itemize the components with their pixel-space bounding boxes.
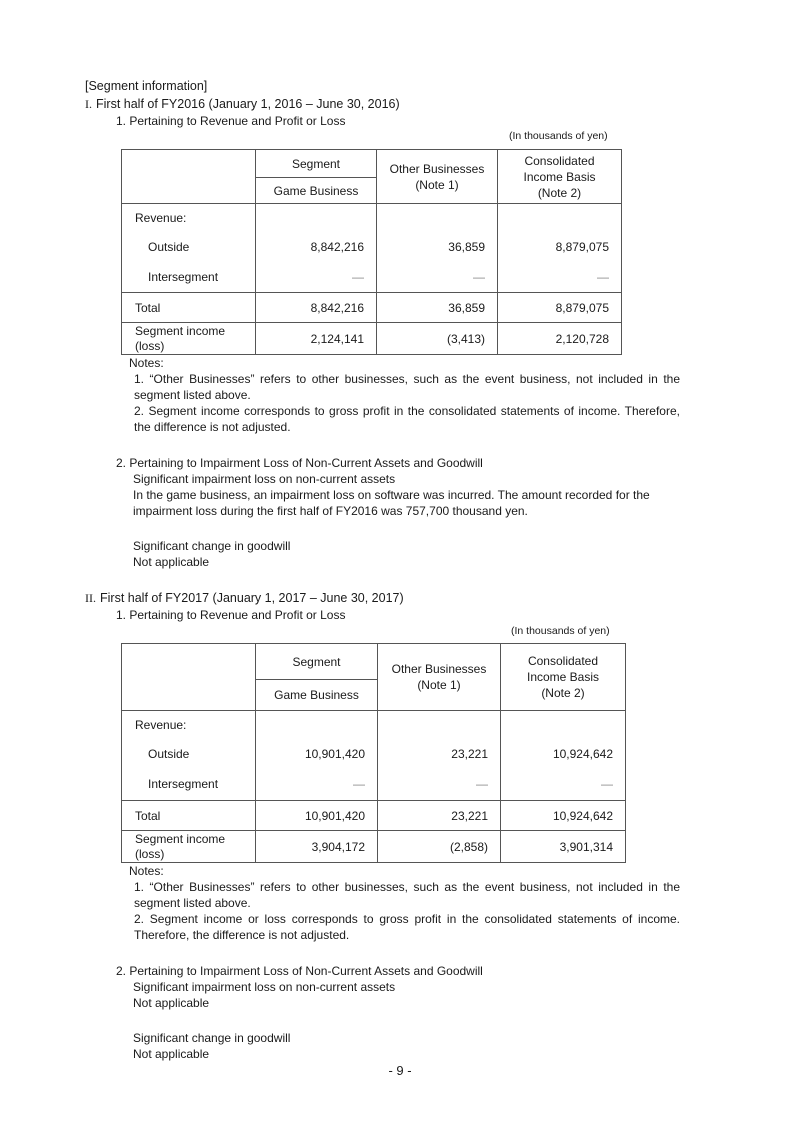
part1-unit-label: (In thousands of yen) bbox=[509, 130, 608, 142]
part1-note1: 1. “Other Businesses” refers to other businesses, such as the event business, not included in the segment listed above. bbox=[134, 372, 680, 402]
part2-goodwill-heading: Significant change in goodwill bbox=[133, 1031, 291, 1045]
outside-label: Outside bbox=[148, 240, 190, 254]
header-other-businesses bbox=[378, 644, 501, 711]
table-corner-cell bbox=[122, 150, 256, 204]
table-corner-cell bbox=[122, 644, 256, 711]
part2-section2-title: 2. Pertaining to Impairment Loss of Non-Current Assets and Goodwill bbox=[116, 964, 483, 978]
other-outside-value: 23,221 bbox=[451, 747, 488, 761]
part2-section1-title: 1. Pertaining to Revenue and Profit or Loss bbox=[116, 608, 346, 622]
part2-impairment-heading: Significant impairment loss on non-current assets bbox=[133, 980, 396, 994]
page-number: - 9 - bbox=[388, 1063, 412, 1078]
game-intersegment-value: — bbox=[353, 777, 365, 791]
cons-total-value: 8,879,075 bbox=[498, 293, 622, 323]
part2-title bbox=[85, 590, 404, 606]
header-consolidated bbox=[498, 150, 622, 204]
header-cons-line3: (Note 2) bbox=[537, 185, 582, 200]
table-row-revenue bbox=[122, 204, 622, 293]
header-segment: Segment bbox=[256, 150, 377, 178]
part1-impairment-text-2: impairment loss during the first half of FY2016 was 757,700 thousand yen. bbox=[133, 504, 528, 518]
cons-income-value: 3,901,314 bbox=[501, 831, 626, 863]
intersegment-label: Intersegment bbox=[148, 270, 219, 284]
header-game-business: Game Business bbox=[256, 680, 378, 711]
part1-impairment-heading: Significant impairment loss on non-current assets bbox=[133, 472, 396, 486]
cons-revenue-cell bbox=[501, 711, 626, 801]
table-row-revenue bbox=[122, 711, 626, 801]
game-revenue-cell bbox=[256, 711, 378, 801]
other-income-value: (2,858) bbox=[378, 831, 501, 863]
part2-roman: II. bbox=[85, 591, 96, 605]
other-total-value: 36,859 bbox=[377, 293, 498, 323]
income-label-cell bbox=[122, 831, 256, 863]
part2-notes-label: Notes: bbox=[129, 864, 164, 878]
cons-total-value: 10,924,642 bbox=[501, 801, 626, 831]
part1-note2: 2. Segment income corresponds to gross profit in the consolidated statements of income. Therefore, the difference is not adjusted. bbox=[134, 404, 680, 434]
header-cons-line1: Consolidated bbox=[527, 654, 599, 668]
other-total-value: 23,221 bbox=[378, 801, 501, 831]
cons-intersegment-value: — bbox=[597, 270, 609, 284]
table-row-income bbox=[122, 323, 622, 355]
header-cons-line3: (Note 2) bbox=[541, 686, 585, 700]
part1-title bbox=[85, 96, 400, 112]
game-income-value: 2,124,141 bbox=[256, 323, 377, 355]
table-row-total bbox=[122, 293, 622, 323]
table-row-income bbox=[122, 831, 626, 863]
income-label-line2: (loss) bbox=[135, 338, 165, 353]
part2-unit-label: (In thousands of yen) bbox=[511, 625, 610, 637]
cons-outside-value: 8,879,075 bbox=[555, 240, 609, 254]
part1-title-text: First half of FY2016 (January 1, 2016 – June 30, 2016) bbox=[96, 97, 400, 111]
income-label-line2: (loss) bbox=[135, 846, 165, 861]
cons-income-value: 2,120,728 bbox=[498, 323, 622, 355]
part1-goodwill-heading: Significant change in goodwill bbox=[133, 539, 291, 553]
total-label: Total bbox=[122, 293, 256, 323]
game-total-value: 8,842,216 bbox=[256, 293, 377, 323]
part1-section2-title: 2. Pertaining to Impairment Loss of Non-Current Assets and Goodwill bbox=[116, 456, 483, 470]
part1-impairment-text-1: In the game business, an impairment loss on software was incurred. The amount recorded for the bbox=[133, 488, 650, 502]
outside-label: Outside bbox=[148, 747, 190, 761]
part2-impairment-text: Not applicable bbox=[133, 996, 210, 1010]
other-intersegment-value: — bbox=[476, 777, 488, 791]
game-outside-value: 10,901,420 bbox=[304, 747, 365, 761]
other-income-value: (3,413) bbox=[377, 323, 498, 355]
income-label-line1: Segment income bbox=[135, 323, 226, 338]
other-revenue-cell bbox=[377, 204, 498, 293]
part1-goodwill-text: Not applicable bbox=[133, 555, 210, 569]
other-revenue-cell bbox=[378, 711, 501, 801]
intersegment-label: Intersegment bbox=[148, 777, 219, 791]
game-outside-value: 8,842,216 bbox=[310, 240, 364, 254]
header-cons-line2: Income Basis bbox=[523, 169, 596, 184]
segment-info-heading: [Segment information] bbox=[85, 79, 208, 93]
game-revenue-cell bbox=[256, 204, 377, 293]
header-other-line1: Other Businesses bbox=[389, 161, 485, 176]
header-cons-line2: Income Basis bbox=[526, 670, 600, 684]
part2-note1: 1. “Other Businesses” refers to other businesses, such as the event business, not included in the segment listed above. bbox=[134, 880, 680, 910]
part2-note2: 2. Segment income or loss corresponds to gross profit in the consolidated statements of income. Therefore, the difference is not adjusted. bbox=[134, 912, 680, 942]
game-income-value: 3,904,172 bbox=[256, 831, 378, 863]
part1-notes-label: Notes: bbox=[129, 356, 164, 370]
revenue-label-cell bbox=[122, 204, 256, 293]
header-consolidated bbox=[501, 644, 626, 711]
header-other-line1: Other Businesses bbox=[391, 662, 487, 676]
part1-segment-table bbox=[121, 149, 622, 355]
revenue-label-cell bbox=[122, 711, 256, 801]
header-segment: Segment bbox=[256, 644, 378, 680]
header-other-line2: (Note 1) bbox=[417, 678, 461, 692]
income-label-cell bbox=[122, 323, 256, 355]
game-total-value: 10,901,420 bbox=[256, 801, 378, 831]
part2-segment-table bbox=[121, 643, 626, 863]
part1-roman: I. bbox=[85, 97, 92, 111]
revenue-label: Revenue: bbox=[135, 718, 187, 732]
header-other-line2: (Note 1) bbox=[415, 177, 459, 192]
header-game-business: Game Business bbox=[256, 178, 377, 204]
total-label: Total bbox=[122, 801, 256, 831]
cons-revenue-cell bbox=[498, 204, 622, 293]
income-label-line1: Segment income bbox=[135, 831, 226, 846]
part2-goodwill-text: Not applicable bbox=[133, 1047, 210, 1061]
part1-section1-title: 1. Pertaining to Revenue and Profit or Loss bbox=[116, 114, 346, 128]
cons-outside-value: 10,924,642 bbox=[552, 747, 613, 761]
header-cons-line1: Consolidated bbox=[524, 153, 595, 168]
cons-intersegment-value: — bbox=[601, 777, 613, 791]
revenue-label: Revenue: bbox=[135, 211, 187, 225]
table-row-total bbox=[122, 801, 626, 831]
header-other-businesses bbox=[377, 150, 498, 204]
game-intersegment-value: — bbox=[352, 270, 364, 284]
part2-title-text: First half of FY2017 (January 1, 2017 – June 30, 2017) bbox=[100, 591, 404, 605]
other-outside-value: 36,859 bbox=[448, 240, 485, 254]
other-intersegment-value: — bbox=[473, 270, 485, 284]
